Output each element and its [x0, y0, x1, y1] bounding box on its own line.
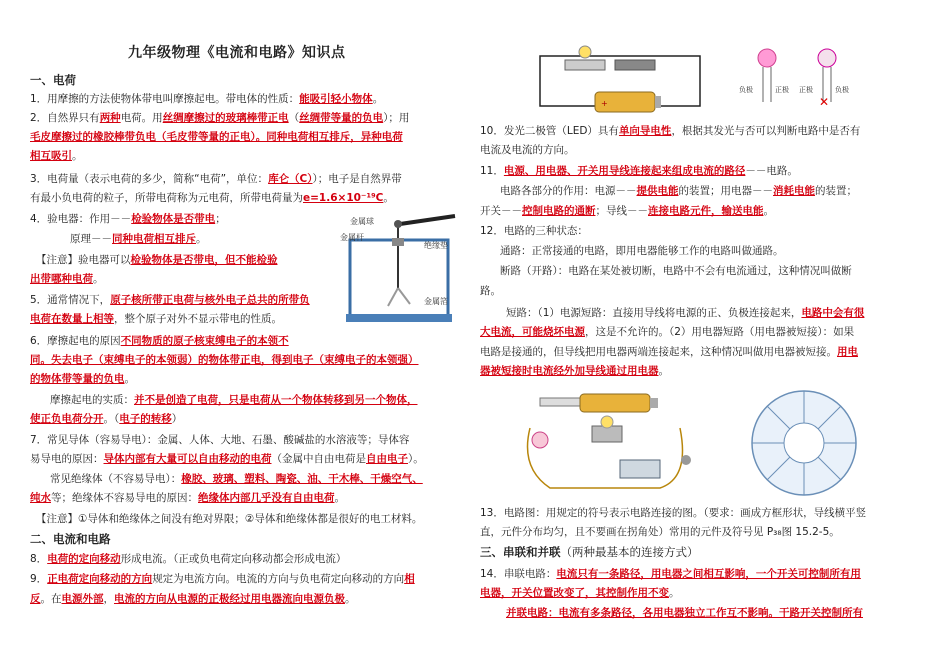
- item-10: 10．发光二极管（LED）具有单向导电性，根据其发光与否可以判断电路中是否有: [480, 125, 861, 137]
- electroscope-label-pad: 绝缘垫: [424, 241, 448, 250]
- svg-text:+: +: [601, 99, 608, 108]
- section-heading-current: 二、电流和电路: [30, 532, 111, 546]
- item-5: 5．通常情况下，原子核所带正电荷与核外电子总共的所带负: [30, 294, 310, 306]
- item-7-insulator: 常见绝缘体（不容易导电）：橡胶、玻璃、塑料、陶瓷、油、干木棒、干燥空气、: [50, 473, 423, 485]
- item-14-parallel: 并联电路：电流有多条路径，各用电器独立工作互不影响。干路开关控制所有: [506, 607, 863, 619]
- item-8: 8．电荷的定向移动形成电流。（正或负电荷定向移动都会形成电流）: [30, 553, 347, 565]
- item-4: 4．验电器：作用－－检验物体是否带电；: [30, 213, 226, 225]
- item-10-line2: 电流及电流的方向。: [480, 144, 575, 156]
- item-11-parts: 电路各部分的作用：电源－－提供电能的装置；用电器－－消耗电能的装置；: [500, 185, 857, 197]
- item-6-essence-line2: 使正负电荷分开。（电子的转移）: [30, 413, 183, 425]
- circuit-battery-bulb-figure: [535, 38, 715, 118]
- led-neg-label-2: 负极: [835, 86, 849, 94]
- item-11: 11．电源、用电器、开关用导线连接起来组成电流的路径－－电路。: [480, 165, 798, 177]
- section-heading-charge: 一、电荷: [30, 73, 76, 87]
- item-2: 2．自然界只有两种电荷。用丝绸摩擦过的玻璃棒带正电（丝绸带等量的负电）；用: [30, 112, 410, 124]
- item-12-short-line3: 电路是接通的，但导线把用电器两端连接起来，这种情况叫做用电器被短接。用电: [480, 346, 858, 358]
- item-5-line2: 电荷在数量上相等，整个原子对外不显示带电的性质。: [30, 313, 282, 325]
- electroscope-figure: [340, 212, 470, 324]
- item-12-short: 短路：（1）电源短路：直接用导线将电源的正、负极连接起来，电路中会有很: [506, 307, 865, 319]
- item-6: 6．摩擦起电的原因不同物质的原子核束缚电子的本领不: [30, 335, 289, 347]
- item-12-open-line2: 路。: [480, 285, 501, 297]
- led-pos-label-1: 正极: [775, 86, 789, 94]
- item-6-line3: 的物体带等量的负电。: [30, 373, 135, 385]
- item-14-line2: 电器，开关位置改变了，其控制作用不变。: [480, 587, 680, 599]
- item-4-line2: 原理－－同种电荷相互排斥。: [70, 233, 207, 245]
- item-2-line2: 毛皮摩擦过的橡胶棒带负电（毛皮带等量的正电）。同种电荷相互排斥，异种电荷: [30, 131, 403, 143]
- page-title: 九年级物理《电流和电路》知识点: [128, 45, 346, 61]
- item-7: 7．常见导体（容易导电）：金属、人体、大地、石墨、酸碱盐的水溶液等；导体容: [30, 434, 410, 446]
- led-pos-label-2: 正极: [799, 86, 813, 94]
- item-11-parts-line2: 开关－－控制电路的通断；导线－－连接电路元件，输送电能。: [480, 205, 774, 217]
- svg-text:✕: ✕: [819, 95, 830, 109]
- item-12: 12．电路的三种状态：: [480, 225, 588, 237]
- item-12-short-line2: 大电流，可能烧坏电源，这是不允许的。（2）用电器短路（用电器被短接）：如果: [480, 326, 855, 338]
- item-13-line2: 直，元件分布均匀，且不要画在拐角处）常用的元件及符号见 P₃₈图 15.2-5。: [480, 526, 840, 538]
- item-1: 1．用摩擦的方法使物体带电叫摩擦起电。带电体的性质：能吸引轻小物体。: [30, 93, 384, 105]
- electroscope-label-ball: 金属球: [350, 217, 374, 226]
- item-3: 3．电荷量（表示电荷的多少，简称“电荷”，单位：库仑（C））；电子是自然界带: [30, 173, 402, 185]
- item-7-line2: 易导电的原因：导体内部有大量可以自由移动的电荷（金属中自由电荷是自由电子）。: [30, 453, 424, 465]
- item-7-note: 【注意】①导体和绝缘体之间没有绝对界限；②导体和绝缘体都是很好的电工材料。: [36, 513, 423, 525]
- item-6-line2: 同。失去电子（束缚电子的本领弱）的物体带正电，得到电子（束缚电子的本领强）: [30, 354, 419, 366]
- item-9: 9．正电荷定向移动的方向规定为电流方向。电流的方向与负电荷定向移动的方向相: [30, 573, 415, 585]
- item-2-line3: 相互吸引。: [30, 150, 83, 162]
- item-4-note: 【注意】验电器可以检验物体是否带电，但不能检验: [36, 254, 278, 266]
- item-14: 14．串联电路：电流只有一条路径，用电器之间相互影响，一个开关可控制所有用: [480, 568, 861, 580]
- item-7-insulator-line2: 纯水等；绝缘体不容易导电的原因：绝缘体内部几乎没有自由电荷。: [30, 492, 345, 504]
- item-3-line2: 有最小负电荷的粒子，所带电荷称为元电荷，所带电荷量为e=1.6×10⁻¹⁹C。: [30, 192, 394, 204]
- item-9-line2: 反。在电源外部，电流的方向从电源的正极经过用电器流向电源负极。: [30, 593, 356, 605]
- led-neg-label-1: 负极: [739, 86, 753, 94]
- circuit-components-figure: [510, 388, 710, 498]
- electroscope-label-rod: 金属杆: [340, 233, 364, 242]
- electroscope-label-foil: 金属箔: [424, 297, 448, 306]
- item-12-closed: 通路：正常接通的电路，即用电器能够工作的电路叫做通路。: [500, 245, 784, 257]
- item-12-open: 断路（开路）：电路在某处被切断，电路中不会有电流通过，这种情况叫做断: [500, 265, 852, 277]
- item-6-essence: 摩擦起电的实质：并不是创造了电荷，只是电荷从一个物体转移到另一个物体，: [50, 394, 418, 406]
- item-4-note-line2: 出带哪种电荷。: [30, 273, 104, 285]
- item-13: 13．电路图：用规定的符号表示电路连接的图。（要求：画成方框形状，导线横平竖: [480, 507, 867, 519]
- item-12-short-line4: 器被短接时电流经外加导线通过用电器。: [480, 365, 669, 377]
- led-figure: [735, 40, 855, 120]
- section-heading-series-parallel: 三、串联和并联（两种最基本的连接方式）: [480, 545, 699, 559]
- circuit-symbols-wheel-figure: [748, 388, 860, 498]
